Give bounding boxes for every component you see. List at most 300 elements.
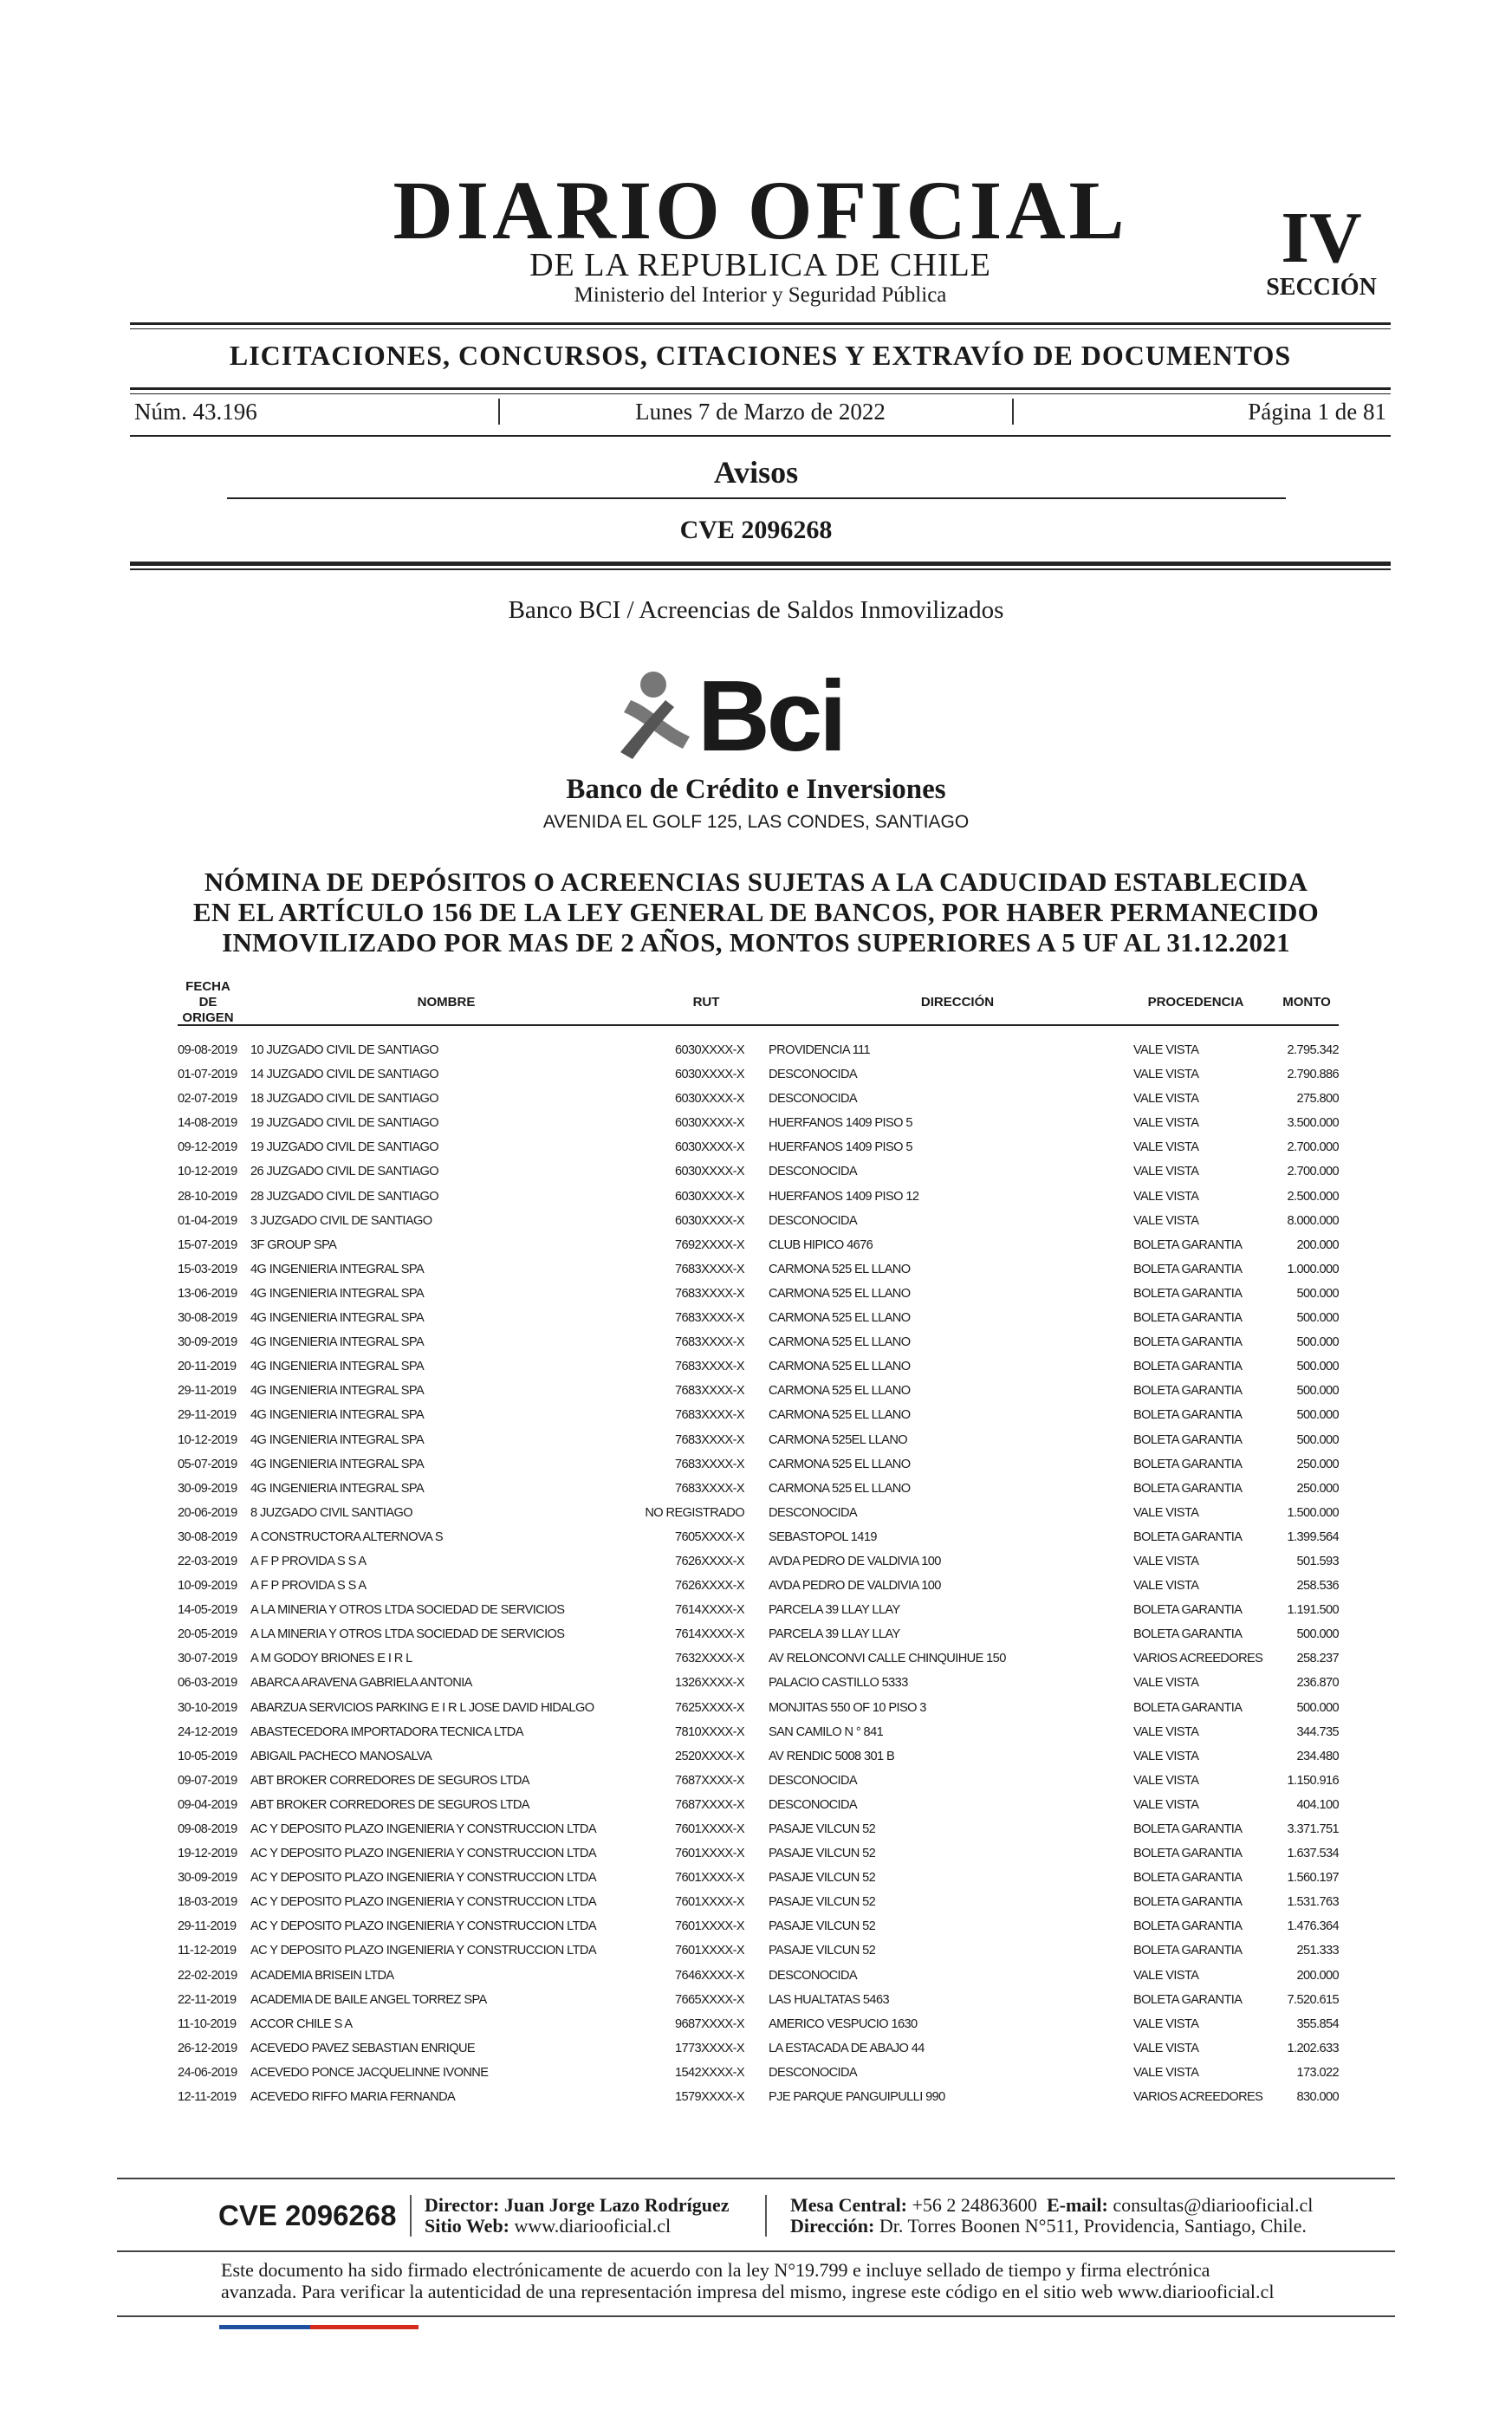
table-row xyxy=(178,1160,1339,1185)
cell-direccion: CARMONA 525 EL LLANO xyxy=(769,1262,911,1276)
cell-fecha: 20-11-2019 xyxy=(178,1360,237,1374)
cell-nombre: 18 JUZGADO CIVIL DE SANTIAGO xyxy=(250,1092,439,1107)
cell-nombre: 4G INGENIERIA INTEGRAL SPA xyxy=(250,1360,425,1374)
cell-procedencia: VALE VISTA xyxy=(1133,1116,1199,1131)
cell-rut: 7601XXXX-X xyxy=(675,1919,744,1934)
table-row xyxy=(178,1429,1339,1453)
cell-direccion: PARCELA 39 LLAY LLAY xyxy=(769,1627,900,1642)
cell-rut: 1773XXXX-X xyxy=(675,2041,744,2055)
cell-rut: 1326XXXX-X xyxy=(675,1676,744,1691)
cell-procedencia: VALE VISTA xyxy=(1133,1773,1199,1788)
table-row xyxy=(178,1939,1339,1964)
publication-subtitle: DE LA REPUBLICA DE CHILE xyxy=(529,247,991,283)
cell-monto: 1.476.364 xyxy=(1287,1919,1339,1934)
table-row xyxy=(178,1818,1339,1842)
cell-rut: 6030XXXX-X xyxy=(675,1068,744,1082)
cell-nombre: ACADEMIA BRISEIN LTDA xyxy=(250,1968,394,1983)
cell-nombre: A F P PROVIDA S S A xyxy=(250,1554,367,1568)
cell-rut: 7683XXXX-X xyxy=(675,1311,744,1326)
cell-direccion: PARCELA 39 LLAY LLAY xyxy=(769,1603,900,1618)
table-row xyxy=(178,1039,1339,1063)
cell-rut: 7601XXXX-X xyxy=(675,1822,744,1836)
footer-mid-rule xyxy=(117,2250,1395,2252)
cell-monto: 500.000 xyxy=(1296,1286,1339,1301)
table-row xyxy=(178,1477,1339,1502)
table-row xyxy=(178,1623,1339,1647)
legal-line: avanzada. Para verificar la autenticidad de una representación impresa del mismo, ingrese este código en el sitio web www.diariooficial.cl xyxy=(221,2281,1275,2302)
section-number: IV xyxy=(1281,198,1362,278)
table-row xyxy=(178,1867,1339,1891)
header-direccion: DIRECCIÓN xyxy=(920,995,995,1010)
cell-monto: 500.000 xyxy=(1296,1408,1339,1423)
cell-nombre: AC Y DEPOSITO PLAZO INGENIERIA Y CONSTRUCCION LTDA xyxy=(250,1944,596,1958)
cell-rut: 6030XXXX-X xyxy=(675,1165,744,1179)
cell-procedencia: BOLETA GARANTIA xyxy=(1133,1384,1243,1399)
table-row xyxy=(178,2013,1339,2037)
table-row xyxy=(178,2037,1339,2062)
cell-direccion: AV RENDIC 5008 301 B xyxy=(769,1749,895,1763)
cell-rut: 7626XXXX-X xyxy=(675,1554,744,1568)
cell-procedencia: VALE VISTA xyxy=(1133,2065,1199,2080)
cell-procedencia: VALE VISTA xyxy=(1133,2016,1199,2031)
cell-monto: 3.500.000 xyxy=(1287,1116,1339,1131)
table-row xyxy=(178,1526,1339,1550)
cell-direccion: CARMONA 525 EL LLANO xyxy=(769,1286,911,1301)
chile-flag-stripe xyxy=(219,2325,419,2329)
table-row xyxy=(178,1404,1339,1428)
masthead-divider xyxy=(130,322,1391,329)
issue-number: Núm. 43.196 xyxy=(134,399,257,425)
cell-procedencia: BOLETA GARANTIA xyxy=(1133,1481,1243,1496)
footer-director xyxy=(425,2195,730,2237)
ministry-line: Ministerio del Interior y Seguridad Pública xyxy=(574,283,947,307)
cell-monto: 258.536 xyxy=(1296,1579,1339,1594)
cell-nombre: ACCOR CHILE S A xyxy=(250,2016,353,2031)
cell-nombre: 26 JUZGADO CIVIL DE SANTIAGO xyxy=(250,1165,439,1179)
cell-nombre: 4G INGENIERIA INTEGRAL SPA xyxy=(250,1335,425,1350)
table-row xyxy=(178,1842,1339,1867)
bank-name: Banco de Crédito e Inversiones xyxy=(566,774,946,805)
cell-direccion: DESCONOCIDA xyxy=(769,1213,858,1228)
cell-monto: 2.700.000 xyxy=(1287,1165,1339,1179)
cell-monto: 200.000 xyxy=(1296,1237,1339,1252)
cell-monto: 2.500.000 xyxy=(1287,1189,1339,1204)
cell-rut: 7665XXXX-X xyxy=(675,1992,744,2007)
cell-nombre: 3 JUZGADO CIVIL DE SANTIAGO xyxy=(250,1213,432,1228)
table-row xyxy=(178,1088,1339,1112)
cell-fecha: 20-06-2019 xyxy=(178,1505,237,1520)
cell-rut: 7646XXXX-X xyxy=(675,1968,744,1983)
cve-code: CVE 2096268 xyxy=(679,516,833,544)
header-bottom-rule xyxy=(130,562,1391,570)
cell-monto: 250.000 xyxy=(1296,1457,1339,1471)
cell-nombre: 28 JUZGADO CIVIL DE SANTIAGO xyxy=(250,1189,439,1204)
cell-fecha: 09-04-2019 xyxy=(178,1797,237,1812)
cell-monto: 1.000.000 xyxy=(1287,1262,1339,1276)
table-header xyxy=(178,979,1339,1026)
cell-nombre: ABARCA ARAVENA GABRIELA ANTONIA xyxy=(250,1676,472,1691)
cell-direccion: AMERICO VESPUCIO 1630 xyxy=(769,2016,918,2031)
cell-rut: 2520XXXX-X xyxy=(675,1749,744,1763)
cell-direccion: CARMONA 525 EL LLANO xyxy=(769,1408,911,1423)
cell-procedencia: BOLETA GARANTIA xyxy=(1133,1408,1243,1423)
table-row xyxy=(178,1989,1339,2013)
cell-procedencia: BOLETA GARANTIA xyxy=(1133,1871,1243,1886)
cell-direccion: PASAJE VILCUN 52 xyxy=(769,1944,876,1958)
cell-rut: NO REGISTRADO xyxy=(645,1505,744,1520)
issue-divider xyxy=(130,435,1391,437)
cell-monto: 500.000 xyxy=(1296,1384,1339,1399)
cell-monto: 2.700.000 xyxy=(1287,1140,1339,1155)
cell-nombre: 19 JUZGADO CIVIL DE SANTIAGO xyxy=(250,1116,439,1131)
cell-procedencia: BOLETA GARANTIA xyxy=(1133,1944,1243,1958)
cell-direccion: AV RELONCONVI CALLE CHINQUIHUE 150 xyxy=(769,1652,1006,1666)
cell-direccion: CARMONA 525 EL LLANO xyxy=(769,1311,911,1326)
cell-procedencia: BOLETA GARANTIA xyxy=(1133,1603,1243,1618)
web-label: Sitio Web: xyxy=(425,2215,510,2237)
cell-nombre: 4G INGENIERIA INTEGRAL SPA xyxy=(250,1262,425,1276)
banner-divider xyxy=(130,387,1391,394)
cell-direccion: MONJITAS 550 OF 10 PISO 3 xyxy=(769,1700,926,1715)
cell-fecha: 14-05-2019 xyxy=(178,1603,237,1618)
cell-fecha: 02-07-2019 xyxy=(178,1092,237,1107)
cell-procedencia: BOLETA GARANTIA xyxy=(1133,1919,1243,1934)
cell-nombre: ACEVEDO RIFFO MARIA FERNANDA xyxy=(250,2090,456,2105)
cell-procedencia: BOLETA GARANTIA xyxy=(1133,1311,1243,1326)
cell-direccion: AVDA PEDRO DE VALDIVIA 100 xyxy=(769,1579,941,1594)
cell-nombre: 8 JUZGADO CIVIL SANTIAGO xyxy=(250,1505,412,1520)
bci-figure-icon xyxy=(607,666,702,765)
cell-monto: 1.560.197 xyxy=(1287,1871,1339,1886)
cell-direccion: PASAJE VILCUN 52 xyxy=(769,1847,876,1861)
avisos-underline xyxy=(227,497,1286,499)
cell-rut: 1579XXXX-X xyxy=(675,2090,744,2105)
cell-monto: 1.399.564 xyxy=(1287,1529,1339,1544)
cell-nombre: ABIGAIL PACHECO MANOSALVA xyxy=(250,1749,432,1763)
cell-nombre: 4G INGENIERIA INTEGRAL SPA xyxy=(250,1384,425,1399)
section-banner: LICITACIONES, CONCURSOS, CITACIONES Y EXTRAVÍO DE DOCUMENTOS xyxy=(229,340,1292,371)
table-row xyxy=(178,1891,1339,1915)
legal-notice xyxy=(221,2259,1274,2302)
cell-monto: 830.000 xyxy=(1296,2090,1339,2105)
footer-separator xyxy=(765,2195,767,2237)
cell-rut: 7601XXXX-X xyxy=(675,1871,744,1886)
cell-procedencia: VALE VISTA xyxy=(1133,1092,1199,1107)
cell-nombre: ABARZUA SERVICIOS PARKING E I R L JOSE DAVID HIDALGO xyxy=(250,1700,594,1715)
table-row xyxy=(178,1964,1339,1989)
cell-procedencia: BOLETA GARANTIA xyxy=(1133,1700,1243,1715)
header-nombre: NOMBRE xyxy=(417,995,476,1010)
cell-fecha: 15-03-2019 xyxy=(178,1262,237,1276)
cell-direccion: DESCONOCIDA xyxy=(769,1165,858,1179)
cell-monto: 251.333 xyxy=(1296,1944,1339,1958)
cell-fecha: 30-07-2019 xyxy=(178,1652,237,1666)
email-link[interactable]: consultas@diariooficial.cl xyxy=(1113,2194,1314,2216)
cell-rut: 7683XXXX-X xyxy=(675,1335,744,1350)
cell-direccion: CLUB HIPICO 4676 xyxy=(769,1237,873,1252)
cell-fecha: 10-09-2019 xyxy=(178,1579,237,1594)
cell-nombre: 10 JUZGADO CIVIL DE SANTIAGO xyxy=(250,1043,439,1057)
cell-monto: 404.100 xyxy=(1296,1797,1339,1812)
cell-monto: 355.854 xyxy=(1296,2016,1339,2031)
cell-nombre: 3F GROUP SPA xyxy=(250,1237,337,1252)
flag-red-band xyxy=(310,2325,419,2329)
table-row xyxy=(178,2062,1339,2086)
cell-procedencia: VALE VISTA xyxy=(1133,2041,1199,2055)
cell-direccion: DESCONOCIDA xyxy=(769,2065,858,2080)
cell-fecha: 30-09-2019 xyxy=(178,1481,237,1496)
table-row xyxy=(178,1794,1339,1818)
header-rut: RUT xyxy=(692,995,720,1010)
cell-procedencia: BOLETA GARANTIA xyxy=(1133,1286,1243,1301)
table-row xyxy=(178,1453,1339,1477)
cell-nombre: A F P PROVIDA S S A xyxy=(250,1579,367,1594)
cell-fecha: 29-11-2019 xyxy=(178,1408,237,1423)
cell-fecha: 26-12-2019 xyxy=(178,2041,237,2055)
cell-rut: 6030XXXX-X xyxy=(675,1189,744,1204)
cell-fecha: 29-11-2019 xyxy=(178,1384,237,1399)
cell-rut: 7632XXXX-X xyxy=(675,1652,744,1666)
cell-monto: 8.000.000 xyxy=(1287,1213,1339,1228)
cell-direccion: PROVIDENCIA 111 xyxy=(769,1043,870,1057)
cell-monto: 275.800 xyxy=(1296,1092,1339,1107)
bank-address: AVENIDA EL GOLF 125, LAS CONDES, SANTIAGO xyxy=(542,812,970,832)
cell-rut: 9687XXXX-X xyxy=(675,2016,744,2031)
header-monto: MONTO xyxy=(1282,995,1331,1010)
cell-fecha: 05-07-2019 xyxy=(178,1457,237,1471)
mesa-phone: +56 2 24863600 xyxy=(912,2194,1037,2216)
section-title: Avisos xyxy=(713,455,799,490)
cell-direccion: PALACIO CASTILLO 5333 xyxy=(769,1676,908,1691)
cell-monto: 1.637.534 xyxy=(1287,1847,1339,1861)
cell-fecha: 10-12-2019 xyxy=(178,1165,237,1179)
cell-monto: 236.870 xyxy=(1296,1676,1339,1691)
table-row xyxy=(178,1331,1339,1355)
cell-procedencia: VALE VISTA xyxy=(1133,1968,1199,1983)
cell-rut: 7601XXXX-X xyxy=(675,1944,744,1958)
cell-nombre: AC Y DEPOSITO PLAZO INGENIERIA Y CONSTRUCCION LTDA xyxy=(250,1919,596,1934)
cell-procedencia: VALE VISTA xyxy=(1133,1676,1199,1691)
cell-direccion: SEBASTOPOL 1419 xyxy=(769,1529,877,1544)
table-row xyxy=(178,1697,1339,1721)
cell-direccion: LA ESTACADA DE ABAJO 44 xyxy=(769,2041,925,2055)
cell-fecha: 30-08-2019 xyxy=(178,1311,237,1326)
cell-nombre: 14 JUZGADO CIVIL DE SANTIAGO xyxy=(250,1068,439,1082)
cell-fecha: 10-12-2019 xyxy=(178,1432,237,1447)
cell-monto: 1.500.000 xyxy=(1287,1505,1339,1520)
cell-fecha: 22-02-2019 xyxy=(178,1968,237,1983)
cell-direccion: HUERFANOS 1409 PISO 5 xyxy=(769,1116,912,1131)
cell-nombre: AC Y DEPOSITO PLAZO INGENIERIA Y CONSTRUCCION LTDA xyxy=(250,1822,596,1836)
cell-nombre: 4G INGENIERIA INTEGRAL SPA xyxy=(250,1311,425,1326)
cell-direccion: LAS HUALTATAS 5463 xyxy=(769,1992,889,2007)
cell-monto: 250.000 xyxy=(1296,1481,1339,1496)
cell-fecha: 24-06-2019 xyxy=(178,2065,237,2080)
cell-fecha: 14-08-2019 xyxy=(178,1116,237,1131)
cell-fecha: 20-05-2019 xyxy=(178,1627,237,1642)
cell-rut: 7683XXXX-X xyxy=(675,1481,744,1496)
director-label: Director: xyxy=(425,2194,500,2216)
cell-fecha: 01-04-2019 xyxy=(178,1213,237,1228)
cell-fecha: 19-12-2019 xyxy=(178,1847,237,1861)
table-row xyxy=(178,1769,1339,1794)
cell-fecha: 10-05-2019 xyxy=(178,1749,237,1763)
footer-cve: CVE 2096268 xyxy=(218,2199,397,2231)
director-name: Juan Jorge Lazo Rodríguez xyxy=(503,2194,730,2216)
cell-nombre: ABT BROKER CORREDORES DE SEGUROS LTDA xyxy=(250,1773,529,1788)
table-row xyxy=(178,1258,1339,1282)
cell-fecha: 11-10-2019 xyxy=(178,2016,237,2031)
cell-rut: 6030XXXX-X xyxy=(675,1092,744,1107)
web-link[interactable]: www.diariooficial.cl xyxy=(514,2215,672,2237)
cell-procedencia: VALE VISTA xyxy=(1133,1213,1199,1228)
cell-direccion: SAN CAMILO N ° 841 xyxy=(769,1724,884,1739)
cell-procedencia: BOLETA GARANTIA xyxy=(1133,1335,1243,1350)
headline-line: EN EL ARTÍCULO 156 DE LA LEY GENERAL DE BANCOS, POR HABER PERMANECIDO xyxy=(192,897,1320,927)
cell-direccion: DESCONOCIDA xyxy=(769,1068,858,1082)
cell-monto: 7.520.615 xyxy=(1287,1992,1339,2007)
table-row xyxy=(178,1550,1339,1575)
cell-procedencia: BOLETA GARANTIA xyxy=(1133,1529,1243,1544)
cell-rut: 1542XXXX-X xyxy=(675,2065,744,2080)
cell-rut: 7626XXXX-X xyxy=(675,1579,744,1594)
deposits-table xyxy=(178,979,1339,2110)
cell-nombre: 4G INGENIERIA INTEGRAL SPA xyxy=(250,1408,425,1423)
mesa-label: Mesa Central: xyxy=(790,2194,908,2216)
table-row xyxy=(178,1063,1339,1088)
cell-nombre: A CONSTRUCTORA ALTERNOVA S xyxy=(250,1529,444,1544)
cell-rut: 6030XXXX-X xyxy=(675,1140,744,1155)
issue-separator xyxy=(1012,399,1014,425)
cell-monto: 344.735 xyxy=(1296,1724,1339,1739)
cell-fecha: 22-11-2019 xyxy=(178,1992,237,2007)
cell-rut: 7683XXXX-X xyxy=(675,1408,744,1423)
table-row xyxy=(178,1745,1339,1769)
cell-procedencia: BOLETA GARANTIA xyxy=(1133,1432,1243,1447)
table-row xyxy=(178,1915,1339,1939)
cell-procedencia: VALE VISTA xyxy=(1133,1749,1199,1763)
cell-procedencia: VALE VISTA xyxy=(1133,1140,1199,1155)
table-row xyxy=(178,1136,1339,1160)
cell-rut: 7601XXXX-X xyxy=(675,1847,744,1861)
table-row xyxy=(178,1282,1339,1307)
cell-direccion: CARMONA 525EL LLANO xyxy=(769,1432,908,1447)
cell-direccion: PASAJE VILCUN 52 xyxy=(769,1919,876,1934)
cell-procedencia: BOLETA GARANTIA xyxy=(1133,1847,1243,1861)
cell-nombre: ABT BROKER CORREDORES DE SEGUROS LTDA xyxy=(250,1797,529,1812)
cell-rut: 7683XXXX-X xyxy=(675,1432,744,1447)
footer-separator xyxy=(410,2195,412,2237)
cell-nombre: AC Y DEPOSITO PLAZO INGENIERIA Y CONSTRUCCION LTDA xyxy=(250,1871,596,1886)
footer-top-rule xyxy=(117,2178,1395,2179)
cell-fecha: 09-08-2019 xyxy=(178,1822,237,1836)
email-label: E-mail: xyxy=(1046,2194,1108,2216)
bci-logo xyxy=(607,659,884,772)
cell-fecha: 24-12-2019 xyxy=(178,1724,237,1739)
cell-monto: 2.790.886 xyxy=(1287,1068,1339,1082)
cell-fecha: 30-08-2019 xyxy=(178,1529,237,1544)
cell-nombre: 4G INGENIERIA INTEGRAL SPA xyxy=(250,1432,425,1447)
bci-wordmark: Bci xyxy=(698,659,844,772)
cell-direccion: CARMONA 525 EL LLANO xyxy=(769,1384,911,1399)
cell-fecha: 06-03-2019 xyxy=(178,1676,237,1691)
cell-procedencia: VALE VISTA xyxy=(1133,1554,1199,1568)
section-label: SECCIÓN xyxy=(1266,274,1377,301)
cell-direccion: CARMONA 525 EL LLANO xyxy=(769,1457,911,1471)
cell-direccion: PASAJE VILCUN 52 xyxy=(769,1822,876,1836)
cell-monto: 200.000 xyxy=(1296,1968,1339,1983)
cell-fecha: 12-11-2019 xyxy=(178,2090,237,2105)
cell-nombre: ACEVEDO PAVEZ SEBASTIAN ENRIQUE xyxy=(250,2041,476,2055)
cell-fecha: 15-07-2019 xyxy=(178,1237,237,1252)
cell-direccion: CARMONA 525 EL LLANO xyxy=(769,1360,911,1374)
cell-fecha: 09-08-2019 xyxy=(178,1043,237,1057)
header-fecha xyxy=(178,979,238,1026)
cell-rut: 7614XXXX-X xyxy=(675,1627,744,1642)
cell-rut: 7683XXXX-X xyxy=(675,1384,744,1399)
cell-rut: 7687XXXX-X xyxy=(675,1797,744,1812)
cell-fecha: 13-06-2019 xyxy=(178,1286,237,1301)
cell-direccion: PJE PARQUE PANGUIPULLI 990 xyxy=(769,2090,945,2105)
cell-nombre: 4G INGENIERIA INTEGRAL SPA xyxy=(250,1286,425,1301)
cell-procedencia: BOLETA GARANTIA xyxy=(1133,1895,1243,1910)
table-row xyxy=(178,1185,1339,1210)
cell-fecha: 30-10-2019 xyxy=(178,1700,237,1715)
table-row xyxy=(178,1502,1339,1526)
cell-fecha: 22-03-2019 xyxy=(178,1554,237,1568)
masthead xyxy=(130,164,1391,316)
cell-procedencia: BOLETA GARANTIA xyxy=(1133,1262,1243,1276)
table-row xyxy=(178,1307,1339,1331)
cell-monto: 1.191.500 xyxy=(1287,1603,1339,1618)
cell-monto: 1.150.916 xyxy=(1287,1773,1339,1788)
notice-headline xyxy=(173,867,1339,958)
cell-fecha: 01-07-2019 xyxy=(178,1068,237,1082)
cell-rut: 7683XXXX-X xyxy=(675,1262,744,1276)
cell-monto: 500.000 xyxy=(1296,1627,1339,1642)
cell-procedencia: VALE VISTA xyxy=(1133,1068,1199,1082)
flag-blue-band xyxy=(219,2325,310,2329)
cell-monto: 500.000 xyxy=(1296,1700,1339,1715)
cell-procedencia: VALE VISTA xyxy=(1133,1505,1199,1520)
headline-line: INMOVILIZADO POR MAS DE 2 AÑOS, MONTOS SUPERIORES A 5 UF AL 31.12.2021 xyxy=(222,927,1290,958)
cell-procedencia: VALE VISTA xyxy=(1133,1189,1199,1204)
cell-monto: 234.480 xyxy=(1296,1749,1339,1763)
cell-direccion: DESCONOCIDA xyxy=(769,1505,858,1520)
cell-nombre: A LA MINERIA Y OTROS LTDA SOCIEDAD DE SERVICIOS xyxy=(250,1627,565,1642)
cell-direccion: HUERFANOS 1409 PISO 5 xyxy=(769,1140,912,1155)
notice-title: Banco BCI / Acreencias de Saldos Inmovilizados xyxy=(508,596,1004,624)
address-label: Dirección: xyxy=(790,2215,875,2237)
cell-fecha: 11-12-2019 xyxy=(178,1944,237,1958)
cell-monto: 500.000 xyxy=(1296,1335,1339,1350)
table-row xyxy=(178,1355,1339,1380)
cell-direccion: HUERFANOS 1409 PISO 12 xyxy=(769,1189,919,1204)
cell-rut: 7614XXXX-X xyxy=(675,1603,744,1618)
cell-procedencia: VARIOS ACREEDORES xyxy=(1133,1652,1263,1666)
cell-direccion: CARMONA 525 EL LLANO xyxy=(769,1335,911,1350)
cell-direccion: PASAJE VILCUN 52 xyxy=(769,1871,876,1886)
cell-nombre: ACEVEDO PONCE JACQUELINNE IVONNE xyxy=(250,2065,489,2080)
cell-fecha: 09-07-2019 xyxy=(178,1773,237,1788)
cell-fecha: 29-11-2019 xyxy=(178,1919,237,1934)
cell-procedencia: VALE VISTA xyxy=(1133,1724,1199,1739)
cell-monto: 3.371.751 xyxy=(1287,1822,1339,1836)
publication-title: DIARIO OFICIAL xyxy=(393,164,1128,256)
cell-nombre: 4G INGENIERIA INTEGRAL SPA xyxy=(250,1481,425,1496)
cell-procedencia: BOLETA GARANTIA xyxy=(1133,1457,1243,1471)
cell-monto: 501.593 xyxy=(1296,1554,1339,1568)
